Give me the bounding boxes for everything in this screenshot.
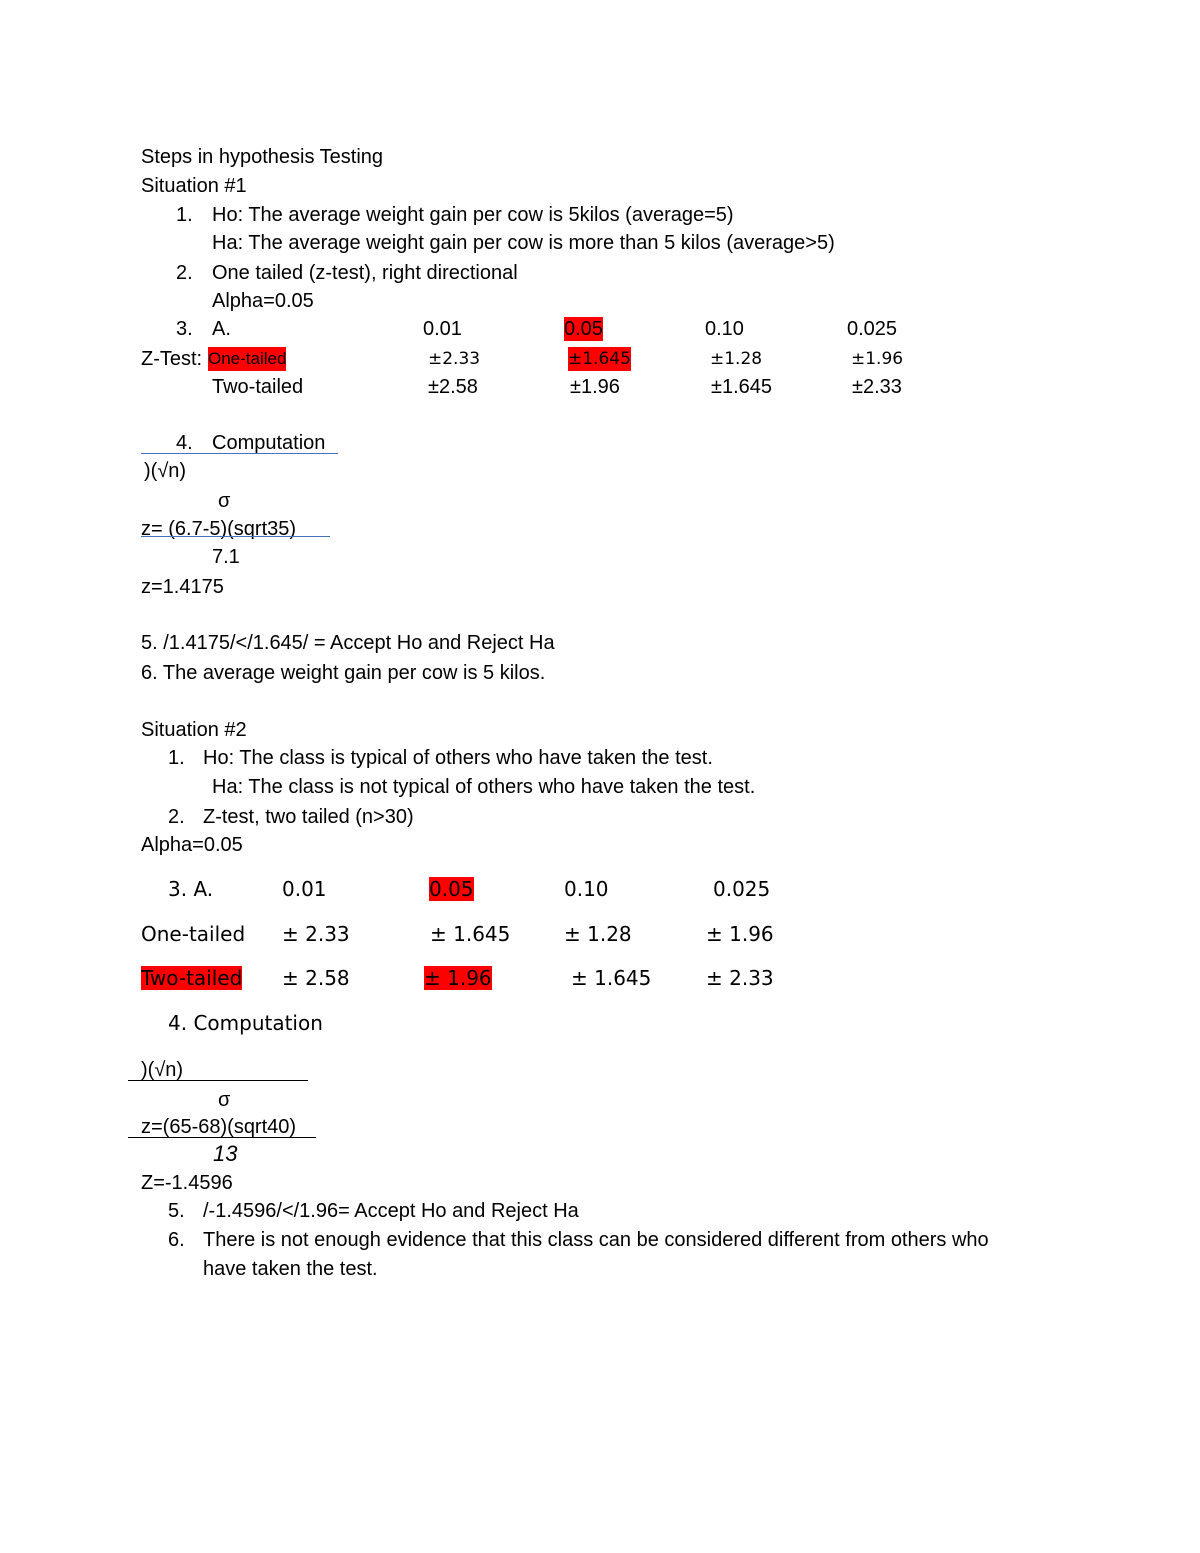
s1-computation-heading: Computation [212, 432, 326, 454]
s2-null-hypothesis: Ho: The class is typical of others who have taken the test. [203, 747, 713, 769]
s2-alternative-hypothesis: Ha: The class is not typical of others who have taken the test. [212, 776, 756, 798]
s1-two-tailed-005: ±1.96 [570, 376, 620, 398]
situation-1-heading: Situation #1 [141, 175, 247, 197]
s1-formula-fragment: )(√n) [144, 460, 187, 482]
s1-sigma: σ [218, 490, 231, 512]
s1-two-tailed-001: ±2.58 [428, 376, 478, 398]
s1-fraction-rule [141, 536, 330, 537]
s1-z-result: z=1.4175 [141, 576, 224, 598]
s2-alpha-0025: 0.025 [713, 877, 771, 901]
situation-2-heading: Situation #2 [141, 719, 247, 741]
s2-computation-heading: 4. Computation [168, 1011, 323, 1035]
s2-step5-number: 5. [168, 1200, 185, 1222]
s2-step2-number: 2. [168, 806, 185, 828]
s2-one-tailed-0025: ± 1.96 [706, 922, 774, 946]
s2-z-expression: z=(65-68)(sqrt40) [141, 1116, 297, 1138]
s1-one-tailed-0025: ±1.96 [851, 349, 904, 369]
s2-alpha-010: 0.10 [564, 877, 609, 901]
s1-alpha-001: 0.01 [423, 318, 462, 340]
s2-sigma: σ [218, 1089, 231, 1111]
s1-ztest-label: Z-Test: [141, 348, 203, 370]
s2-step6-number: 6. [168, 1229, 185, 1251]
s1-alpha-010: 0.10 [705, 318, 744, 340]
s1-one-tailed-label-highlighted: One-tailed [208, 347, 286, 371]
s1-alpha-0025: 0.025 [847, 318, 898, 340]
s1-z-expression: z= (6.7-5)(sqrt35) [141, 518, 297, 540]
s1-step5-decision: 5. /1.4175/</1.645/ = Accept Ho and Reject Ha [141, 632, 555, 654]
s2-two-tailed-005-highlighted: ± 1.96 [424, 966, 492, 990]
page-title: Steps in hypothesis Testing [141, 146, 384, 168]
s2-fraction-rule-top [128, 1080, 308, 1081]
s1-denominator: 7.1 [212, 546, 240, 568]
s2-one-tailed-010: ± 1.28 [564, 922, 632, 946]
s1-two-tailed-0025: ±2.33 [852, 376, 902, 398]
s2-alpha-001: 0.01 [282, 877, 327, 901]
s1-alpha-005-highlighted: 0.05 [564, 318, 603, 340]
s1-step4-number: 4. [176, 432, 193, 454]
s2-two-tailed-010: ± 1.645 [571, 966, 652, 990]
s2-test-type: Z-test, two tailed (n>30) [203, 806, 414, 828]
s1-one-tailed-010: ±1.28 [710, 349, 763, 369]
s2-one-tailed-label: One-tailed [141, 922, 246, 946]
s2-two-tailed-001: ± 2.58 [282, 966, 350, 990]
s1-one-tailed-001: ±2.33 [428, 349, 481, 369]
s1-test-type: One tailed (z-test), right directional [212, 262, 518, 284]
s2-one-tailed-001: ± 2.33 [282, 922, 350, 946]
s1-alternative-hypothesis: Ha: The average weight gain per cow is more than 5 kilos (average>5) [212, 232, 835, 254]
s2-denominator: 13 [213, 1141, 238, 1166]
s2-step6-conclusion-line2: have taken the test. [203, 1258, 378, 1280]
s1-null-hypothesis: Ho: The average weight gain per cow is 5kilos (average=5) [212, 204, 734, 226]
s1-step3-number: 3. [176, 318, 193, 340]
s2-alpha-005-highlighted: 0.05 [429, 877, 474, 901]
s1-step2-number: 2. [176, 262, 193, 284]
s1-step1-number: 1. [176, 204, 193, 226]
s2-z-result: Z=-1.4596 [141, 1172, 233, 1194]
s2-alpha: Alpha=0.05 [141, 834, 243, 856]
s2-table-label: 3. A. [168, 877, 214, 901]
s2-formula-fragment: )(√n) [141, 1059, 184, 1081]
s2-two-tailed-label-highlighted: Two-tailed [141, 966, 243, 990]
s1-one-tailed-005-highlighted: ±1.645 [568, 349, 631, 369]
s1-fraction-rule-top [141, 453, 338, 454]
s1-two-tailed-010: ±1.645 [711, 376, 773, 398]
s1-alpha: Alpha=0.05 [212, 290, 314, 312]
s1-step6-conclusion: 6. The average weight gain per cow is 5 kilos. [141, 662, 546, 684]
s2-two-tailed-0025: ± 2.33 [706, 966, 774, 990]
s2-step5-decision: /-1.4596/</1.96= Accept Ho and Reject Ha [203, 1200, 579, 1222]
s2-one-tailed-005: ± 1.645 [430, 922, 511, 946]
s2-step6-conclusion-line1: There is not enough evidence that this class can be considered different from others who [203, 1229, 989, 1251]
s1-two-tailed-label: Two-tailed [212, 376, 304, 398]
s1-table-label: A. [212, 318, 231, 340]
s2-fraction-rule [128, 1137, 316, 1138]
s2-step1-number: 1. [168, 747, 185, 769]
